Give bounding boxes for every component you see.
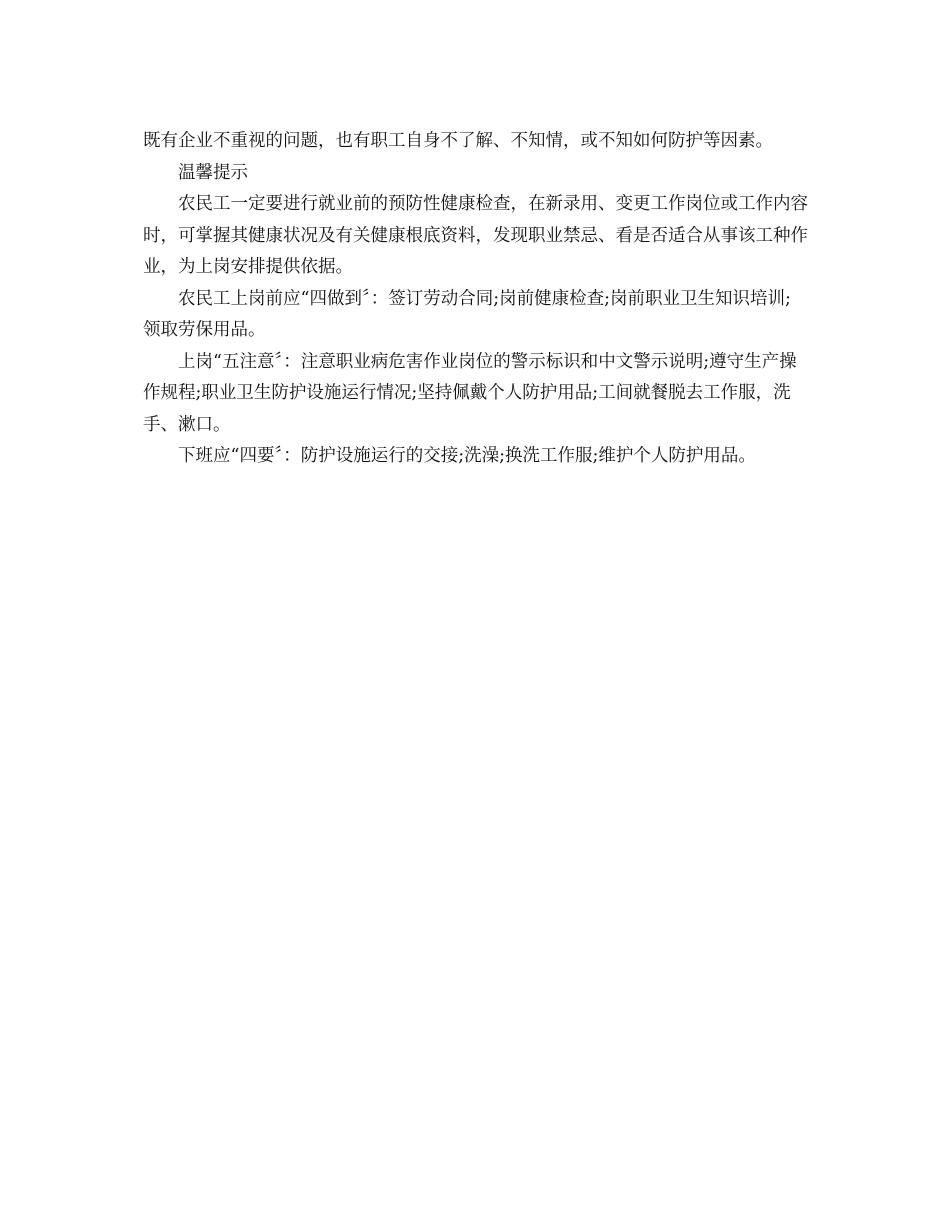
paragraph-four-dos: 农民工上岗前应“四做到〞：签订劳动合同;岗前健康检查;岗前职业卫生知识培训;领取劳保用品。 — [143, 288, 791, 340]
paragraph-intro: 既有企业不重视的问题，也有职工自身不了解、不知情，或不知如何防护等因素。 — [143, 131, 773, 151]
paragraph-heading-tips: 温馨提示 — [178, 162, 248, 183]
paragraph-health-check: 农民工一定要进行就业前的预防性健康检查，在新录用、变更工作岗位或工作内容时，可掌握其健康状况及有关健康根底资料，发现职业禁忌、看是否适合从事该工种作业，为上岗安排提供依据。 — [143, 194, 808, 277]
paragraph-five-cautions: 上岗“五注意〞：注意职业病危害作业岗位的警示标识和中文警示说明;遵守生产操作规程;职业卫生防护设施运行情况;坚持佩戴个人防护用品;工间就餐脱去工作服，洗手、漱口。 — [143, 351, 797, 435]
document-body — [143, 126, 808, 473]
paragraph-four-musts: 下班应“四要〞：防护设施运行的交接;洗澡;换洗工作服;维护个人防护用品。 — [178, 446, 756, 466]
